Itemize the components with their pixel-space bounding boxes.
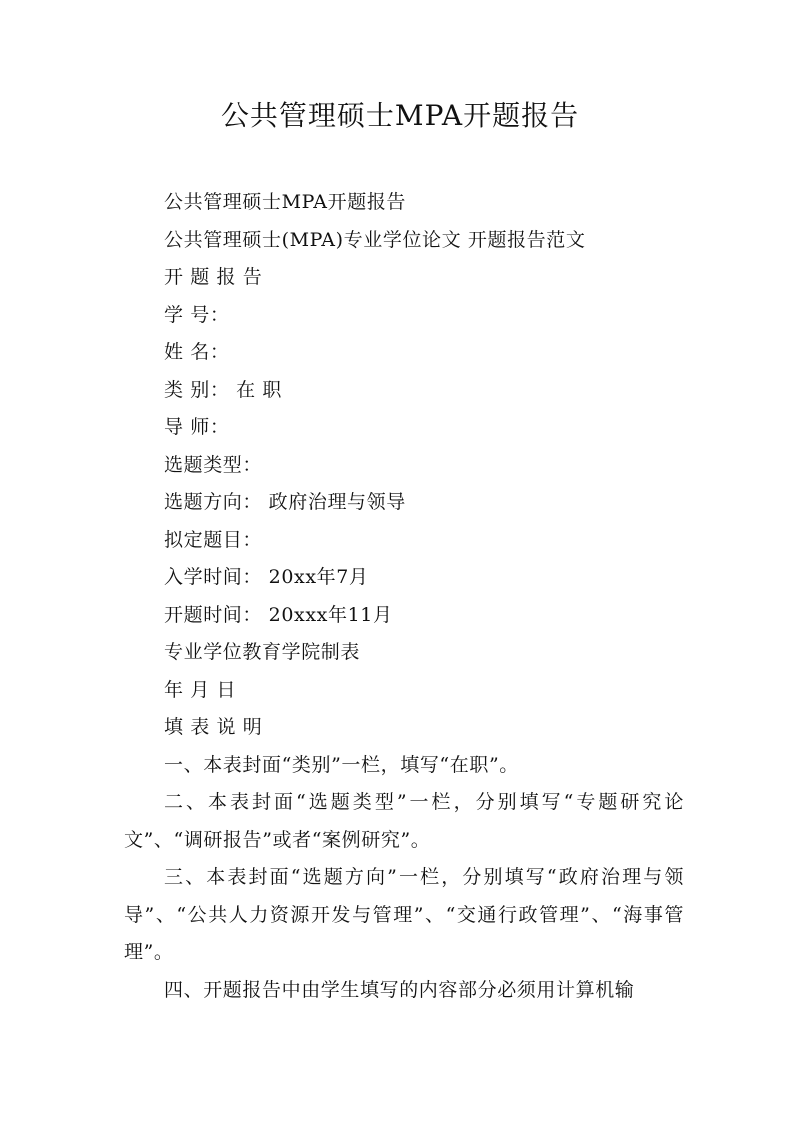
field-category: 类 别： 在 职	[164, 378, 282, 401]
document-body	[124, 184, 684, 1009]
body-line: 专业学位教育学院制表	[164, 641, 361, 663]
body-line: 年 月 日	[164, 678, 237, 701]
field-proposed-title: 拟定题目：	[164, 528, 263, 551]
field-advisor: 导 师：	[164, 416, 230, 438]
field-topic-type: 选题类型：	[164, 453, 263, 476]
field-name: 姓 名：	[164, 341, 230, 363]
instruction-item: 四、开题报告中由学生填写的内容部分必须用计算机输	[164, 978, 635, 1001]
field-proposal-date: 开题时间： 20xxx年11月	[164, 603, 393, 626]
body-line: 公共管理硕士(MPA)专业学位论文 开题报告范文	[164, 228, 586, 251]
instruction-item: 三、本表封面“选题方向”一栏，分别填写“政府治理与领导”、“公共人力资源开发与管理”、“交通行政管理”、“海事管理”。	[124, 866, 684, 963]
body-line: 开 题 报 告	[164, 266, 263, 288]
document-title: 公共管理硕士MPA开题报告	[220, 99, 580, 132]
instruction-item: 二、本表封面“选题类型”一栏，分别填写“专题研究论文”、“调研报告”或者“案例研究”。	[124, 791, 684, 851]
field-topic-direction: 选题方向： 政府治理与领导	[164, 491, 406, 513]
instructions-heading: 填 表 说 明	[164, 716, 263, 738]
field-student-id: 学 号：	[164, 303, 230, 326]
body-line: 公共管理硕士MPA开题报告	[164, 191, 407, 213]
field-enrollment-date: 入学时间： 20xx年7月	[164, 566, 369, 588]
instruction-item: 一、本表封面“类别”一栏，填写“在职”。	[164, 753, 519, 776]
